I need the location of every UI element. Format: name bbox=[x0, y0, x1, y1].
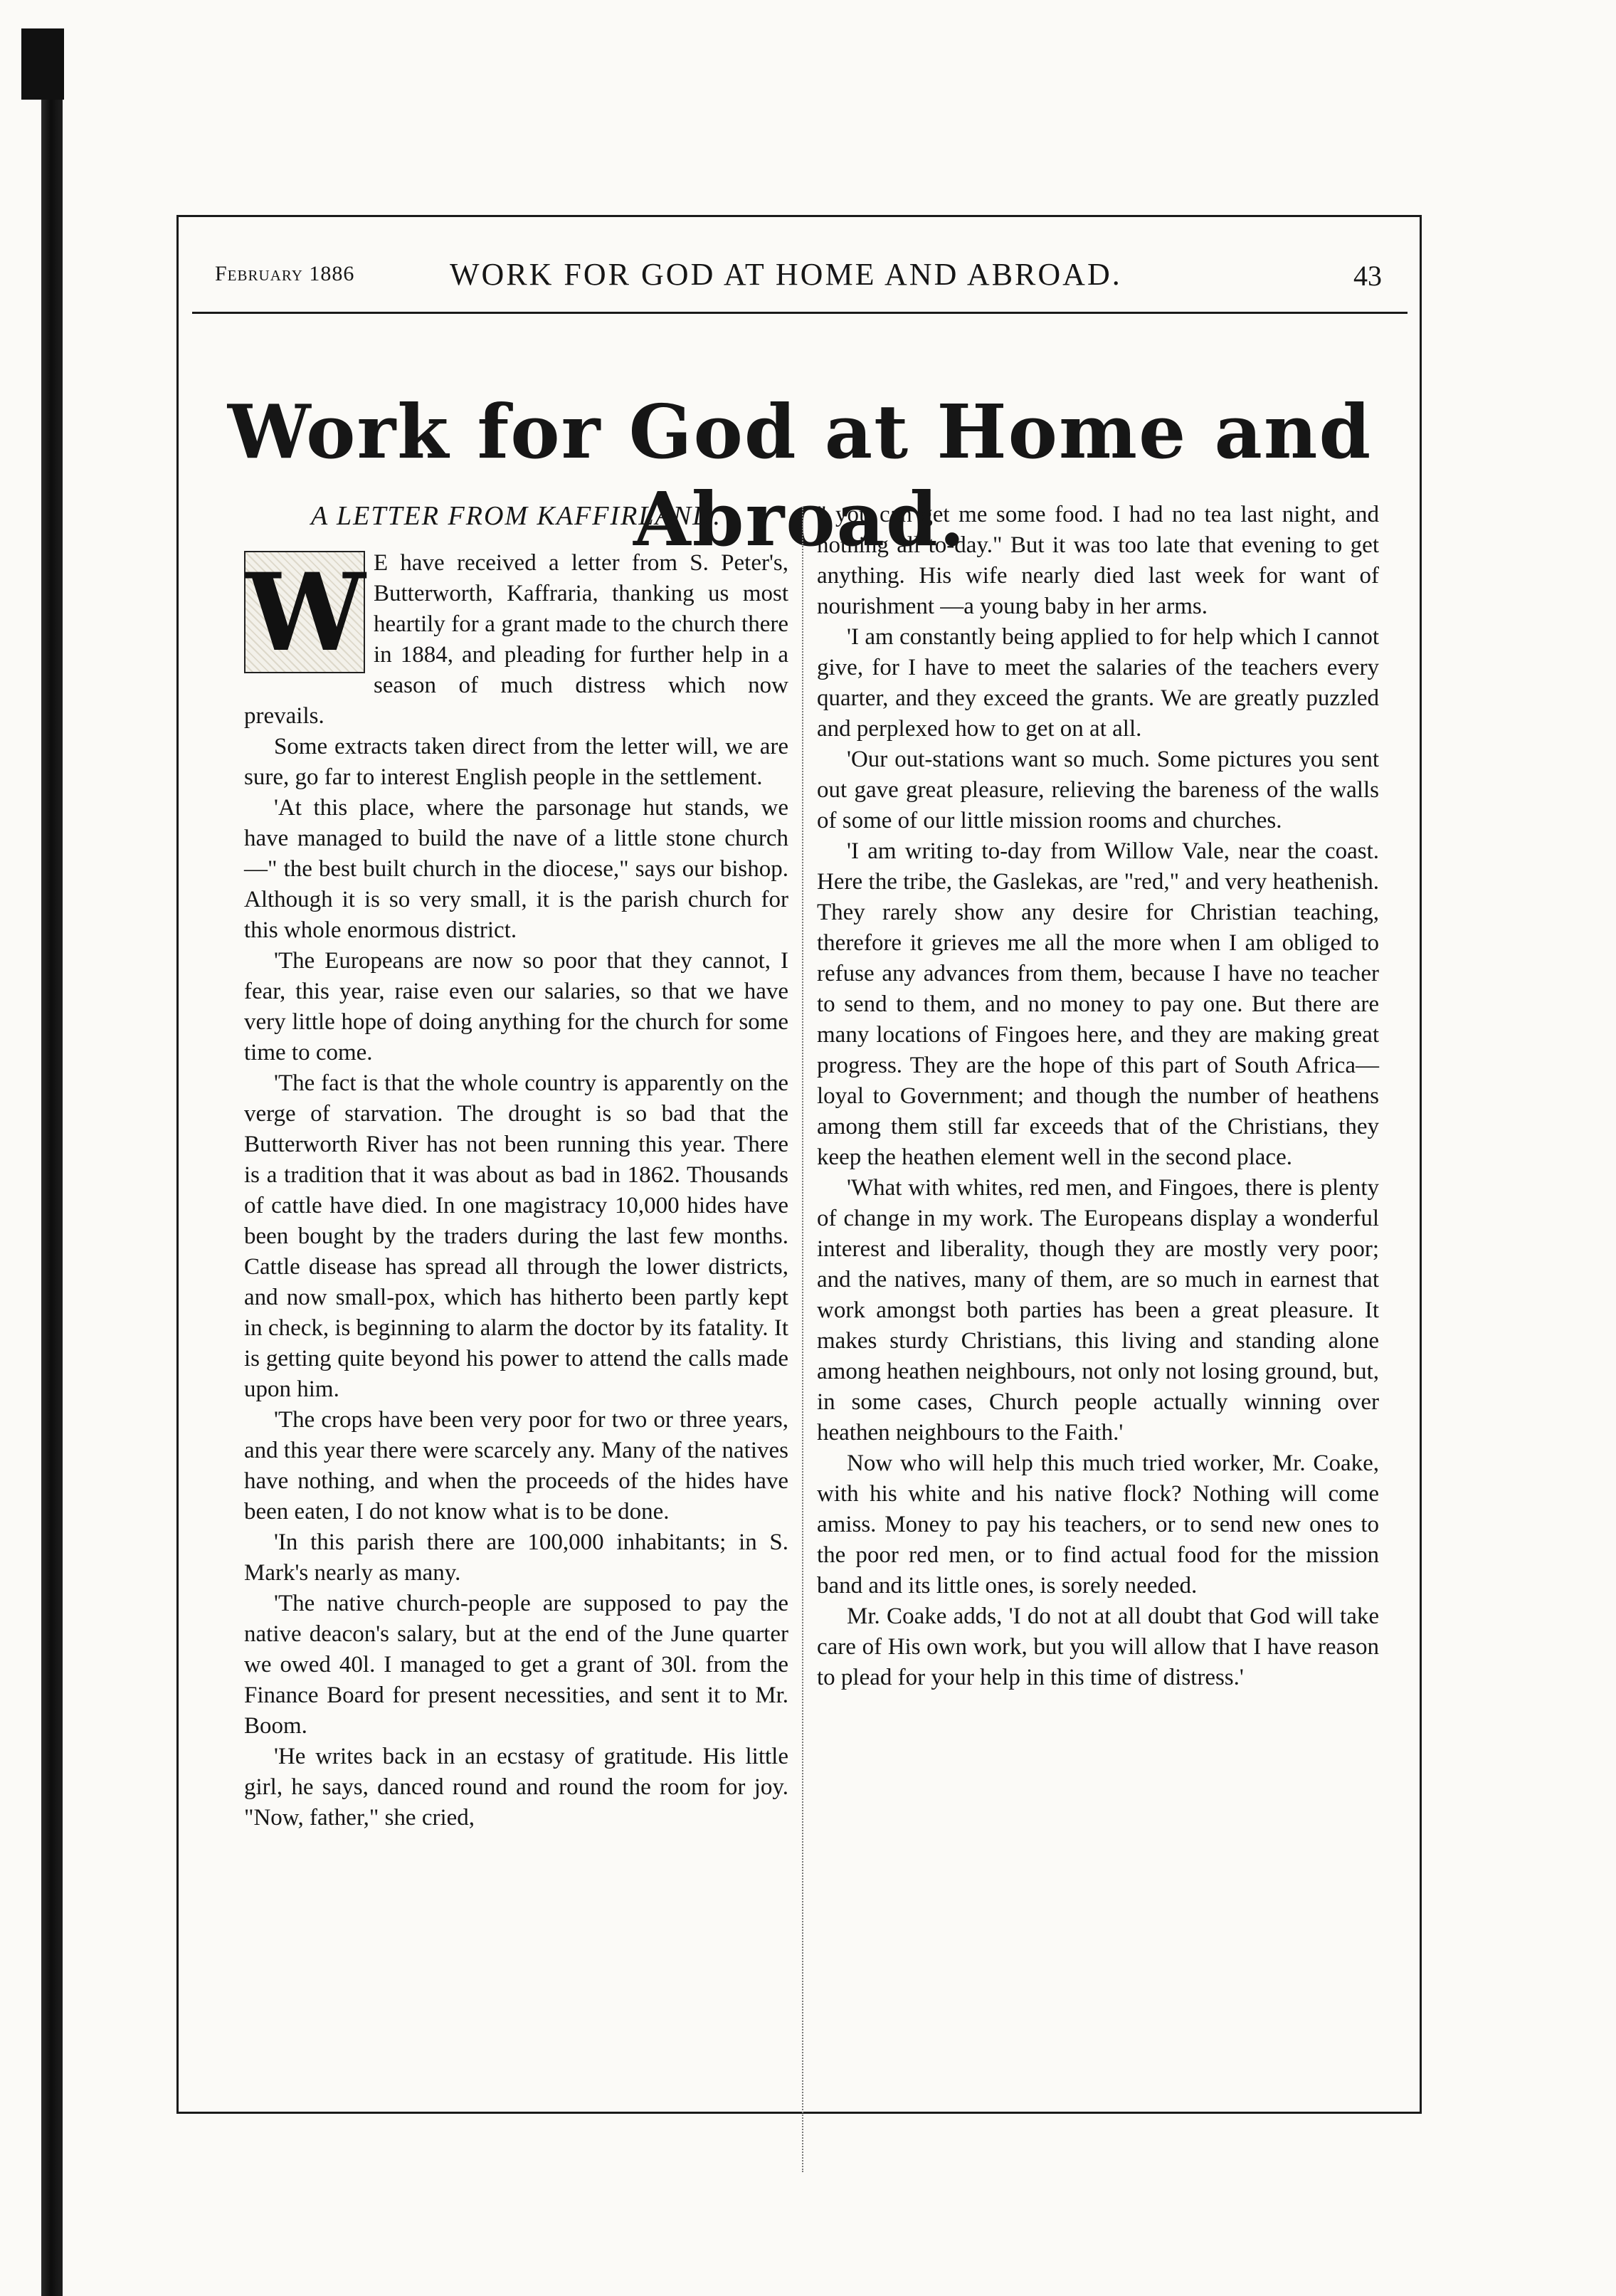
column-divider bbox=[802, 507, 803, 2172]
paragraph: 'He writes back in an ecstasy of gratitude. His little girl, he says, danced round and round the room for joy. "Now, father," she cried, bbox=[244, 1744, 788, 1831]
page-binding-edge bbox=[41, 68, 63, 2296]
article-title: A LETTER FROM KAFFIRLAND. bbox=[310, 501, 722, 531]
page-heading: Work for God at Home and Abroad. bbox=[227, 388, 1373, 563]
paragraph: 'The native church-people are supposed to pay the native deacon's salary, but at the end of the June quarter we owed 40l. I managed to get a grant of 30l. from the Finance Board for present necessities, and sent it to Mr. Boom. bbox=[244, 1591, 788, 1739]
paragraph: 'The crops have been very poor for two or three years, and this year there were scarcely any. Many of the natives have nothing, and when the proceeds of the hides have been eaten, I do not know what is to be done. bbox=[244, 1407, 788, 1524]
paragraph: 'Our out-stations want so much. Some pictures you sent out gave great pleasure, relieving the bareness of the walls of some of our little mission rooms and churches. bbox=[817, 747, 1379, 833]
binding-clip bbox=[21, 28, 64, 100]
running-title: WORK FOR GOD AT HOME AND ABROAD. bbox=[450, 257, 1122, 292]
paragraph: " you can get me some food. I had no tea last night, and nothing all to-day." But it was too late that evening to get anything. His wife nearly died last week for want of nourishment —a young baby in her arms. bbox=[817, 502, 1379, 619]
right-column bbox=[817, 500, 1379, 1693]
ornamental-dropcap bbox=[244, 551, 365, 673]
paragraph: 'The Europeans are now so poor that they cannot, I fear, this year, raise even our salaries, so that we have very little hope of doing anything for the church for some time to come. bbox=[244, 948, 788, 1065]
dropcap-letter: W bbox=[245, 550, 366, 675]
running-head bbox=[215, 256, 1382, 299]
paragraph: 'I am constantly being applied to for help which I cannot give, for I have to meet the salaries of the teachers every quarter, and they exceed the grants. We are greatly puzzled and perplexed how to get on at all. bbox=[817, 624, 1379, 742]
paragraph: Some extracts taken direct from the letter will, we are sure, go far to interest English people in the settlement. bbox=[244, 734, 788, 790]
paragraph: Mr. Coake adds, 'I do not at all doubt that God will take care of His own work, but you will allow that I have reason to plead for your help in this time of distress.' bbox=[817, 1603, 1379, 1690]
paragraph: E have received a letter from S. Peter's, Butterworth, Kaffraria, thanking us most heartily for a grant made to the church there in 1884, and pleading for further help in a season of much distress which now prevails. bbox=[244, 550, 788, 729]
paragraph: 'At this place, where the parsonage hut stands, we have managed to build the nave of a little stone church—" the best built church in the diocese," says our bishop. Although it is so very small, it is the parish church for this whole enormous district. bbox=[244, 795, 788, 943]
paragraph: 'In this parish there are 100,000 inhabitants; in S. Mark's nearly as many. bbox=[244, 1529, 788, 1586]
issue-date: February 1886 bbox=[215, 262, 355, 285]
paragraph: Now who will help this much tried worker, Mr. Coake, with his white and his native flock? Nothing will come amiss. Money to pay his teachers, or to send new ones to the poor red men, or to find actual food for the mission band and its little ones, is sorely needed. bbox=[817, 1450, 1379, 1599]
paragraph: 'The fact is that the whole country is apparently on the verge of starvation. The drought is so bad that the Butterworth River has not been running this year. There is a tradition that it was about as bad in 1862. Thousands of cattle have died. In one magistracy 10,000 hides have been bought by the traders during the last few months. Cattle disease has spread all through the lower districts, and now small-pox, which has hitherto been partly kept in check, is beginning to alarm the doctor by its fatality. It is getting quite beyond his power to attend the calls made upon him. bbox=[244, 1070, 788, 1402]
left-column bbox=[244, 500, 788, 1833]
paragraph: 'What with whites, red men, and Fingoes, there is plenty of change in my work. The Europeans display a wonderful interest and liberality, though they are mostly very poor; and the natives, many of them, are so much in earnest that work amongst both parties has been a great pleasure. It makes sturdy Christians, this living and standing alone among heathen neighbours, not only not losing ground, but, in some cases, Church people actually winning over heathen neighbours to the Faith.' bbox=[817, 1175, 1379, 1445]
page-number: 43 bbox=[1353, 260, 1382, 292]
paragraph: 'I am writing to-day from Willow Vale, near the coast. Here the tribe, the Gaslekas, are "red," and very heathenish. They rarely show any desire for Christian teaching, therefore it grieves me all the more when I am obliged to refuse any advances from them, because I have no teacher to send to them, and no money to pay one. But there are many locations of Fingoes here, and they are making great progress. They are the hope of this part of South Africa—loyal to Government; and though the number of heathens among them still far exceeds that of the Christians, they keep the heathen element well in the second place. bbox=[817, 838, 1379, 1170]
header-rule bbox=[192, 312, 1408, 314]
